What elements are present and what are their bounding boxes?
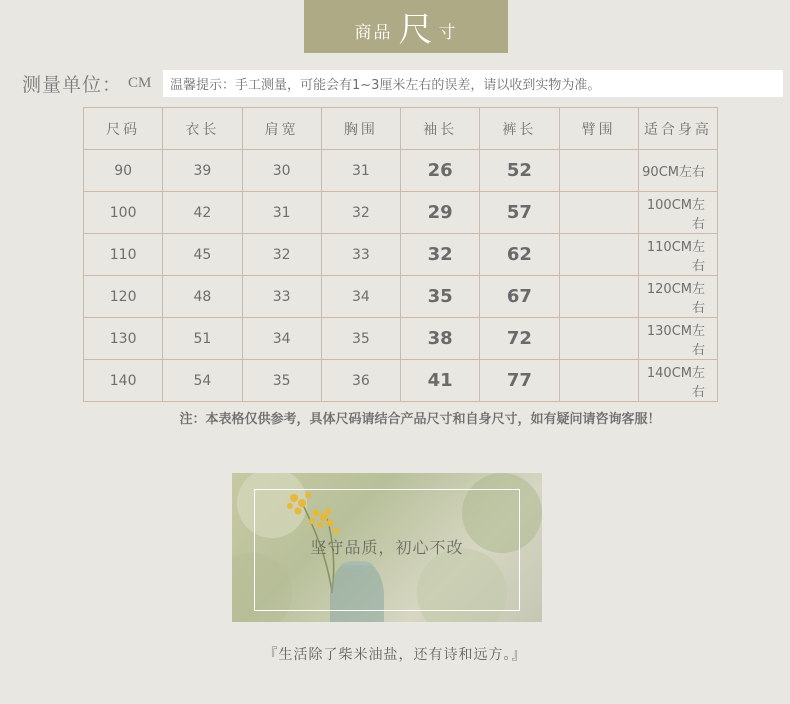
- cell-arm: [559, 150, 638, 192]
- cell-size: 110: [84, 234, 163, 276]
- table-row: [84, 276, 718, 318]
- cell-sleeve: 32: [401, 234, 480, 276]
- measure-unit-value: CM: [128, 75, 152, 91]
- flower-vase-photo: [232, 473, 542, 622]
- cell-arm: [559, 234, 638, 276]
- cell-pants-length: 52: [480, 150, 559, 192]
- table-row: [84, 360, 718, 402]
- header-sleeve: 袖长: [401, 108, 480, 150]
- cell-sleeve: 35: [401, 276, 480, 318]
- cell-pants-length: 72: [480, 318, 559, 360]
- measurement-tip: 温馨提示：手工测量，可能会有1~3厘米左右的误差，请以收到实物为准。: [163, 70, 783, 97]
- cell-height: 140CM左右: [638, 360, 717, 402]
- cell-chest: 36: [321, 360, 400, 402]
- cell-sleeve: 26: [401, 150, 480, 192]
- size-table-note: 注：本表格仅供参考，具体尺码请结合产品尺寸和自身尺寸，如有疑问请咨询客服！: [179, 412, 661, 427]
- table-row: [84, 234, 718, 276]
- cell-length: 54: [163, 360, 242, 402]
- cell-chest: 35: [321, 318, 400, 360]
- cell-length: 51: [163, 318, 242, 360]
- cell-size: 120: [84, 276, 163, 318]
- size-table: [83, 107, 718, 402]
- photo-caption: 坚守品质，初心不改: [310, 538, 464, 557]
- header-pants-length: 裤长: [480, 108, 559, 150]
- cell-arm: [559, 360, 638, 402]
- header-arm: 臂围: [559, 108, 638, 150]
- cell-shoulder: 34: [242, 318, 321, 360]
- section-title-banner: [304, 0, 508, 53]
- cell-length: 48: [163, 276, 242, 318]
- cell-pants-length: 67: [480, 276, 559, 318]
- header-chest: 胸围: [321, 108, 400, 150]
- cell-shoulder: 35: [242, 360, 321, 402]
- cell-length: 42: [163, 192, 242, 234]
- measure-unit-row: [22, 70, 151, 97]
- cell-shoulder: 31: [242, 192, 321, 234]
- size-table-header-row: [84, 108, 718, 150]
- slogan: 『生活除了柴米油盐，还有诗和远方。』: [263, 647, 527, 663]
- cell-height: 90CM左右: [638, 150, 717, 192]
- cell-sleeve: 29: [401, 192, 480, 234]
- table-row: [84, 192, 718, 234]
- cell-length: 39: [163, 150, 242, 192]
- cell-height: 130CM左右: [638, 318, 717, 360]
- cell-arm: [559, 192, 638, 234]
- cell-size: 140: [84, 360, 163, 402]
- cell-pants-length: 77: [480, 360, 559, 402]
- cell-chest: 32: [321, 192, 400, 234]
- cell-chest: 34: [321, 276, 400, 318]
- header-shoulder: 肩宽: [242, 108, 321, 150]
- cell-sleeve: 38: [401, 318, 480, 360]
- cell-shoulder: 33: [242, 276, 321, 318]
- header-height: 适合身高: [638, 108, 717, 150]
- cell-height: 110CM左右: [638, 234, 717, 276]
- cell-pants-length: 57: [480, 192, 559, 234]
- table-row: [84, 150, 718, 192]
- cell-length: 45: [163, 234, 242, 276]
- table-row: [84, 318, 718, 360]
- cell-shoulder: 30: [242, 150, 321, 192]
- header-size: 尺码: [84, 108, 163, 150]
- cell-size: 130: [84, 318, 163, 360]
- measure-unit-label: 测量单位：: [22, 74, 123, 96]
- title-suffix: 寸: [438, 23, 458, 43]
- cell-size: 90: [84, 150, 163, 192]
- cell-height: 120CM左右: [638, 276, 717, 318]
- title-main: 尺: [398, 10, 433, 50]
- cell-arm: [559, 318, 638, 360]
- header-length: 衣长: [163, 108, 242, 150]
- cell-size: 100: [84, 192, 163, 234]
- cell-sleeve: 41: [401, 360, 480, 402]
- cell-pants-length: 62: [480, 234, 559, 276]
- cell-chest: 33: [321, 234, 400, 276]
- cell-height: 100CM左右: [638, 192, 717, 234]
- cell-chest: 31: [321, 150, 400, 192]
- title-prefix: 商品: [354, 23, 393, 43]
- cell-arm: [559, 276, 638, 318]
- cell-shoulder: 32: [242, 234, 321, 276]
